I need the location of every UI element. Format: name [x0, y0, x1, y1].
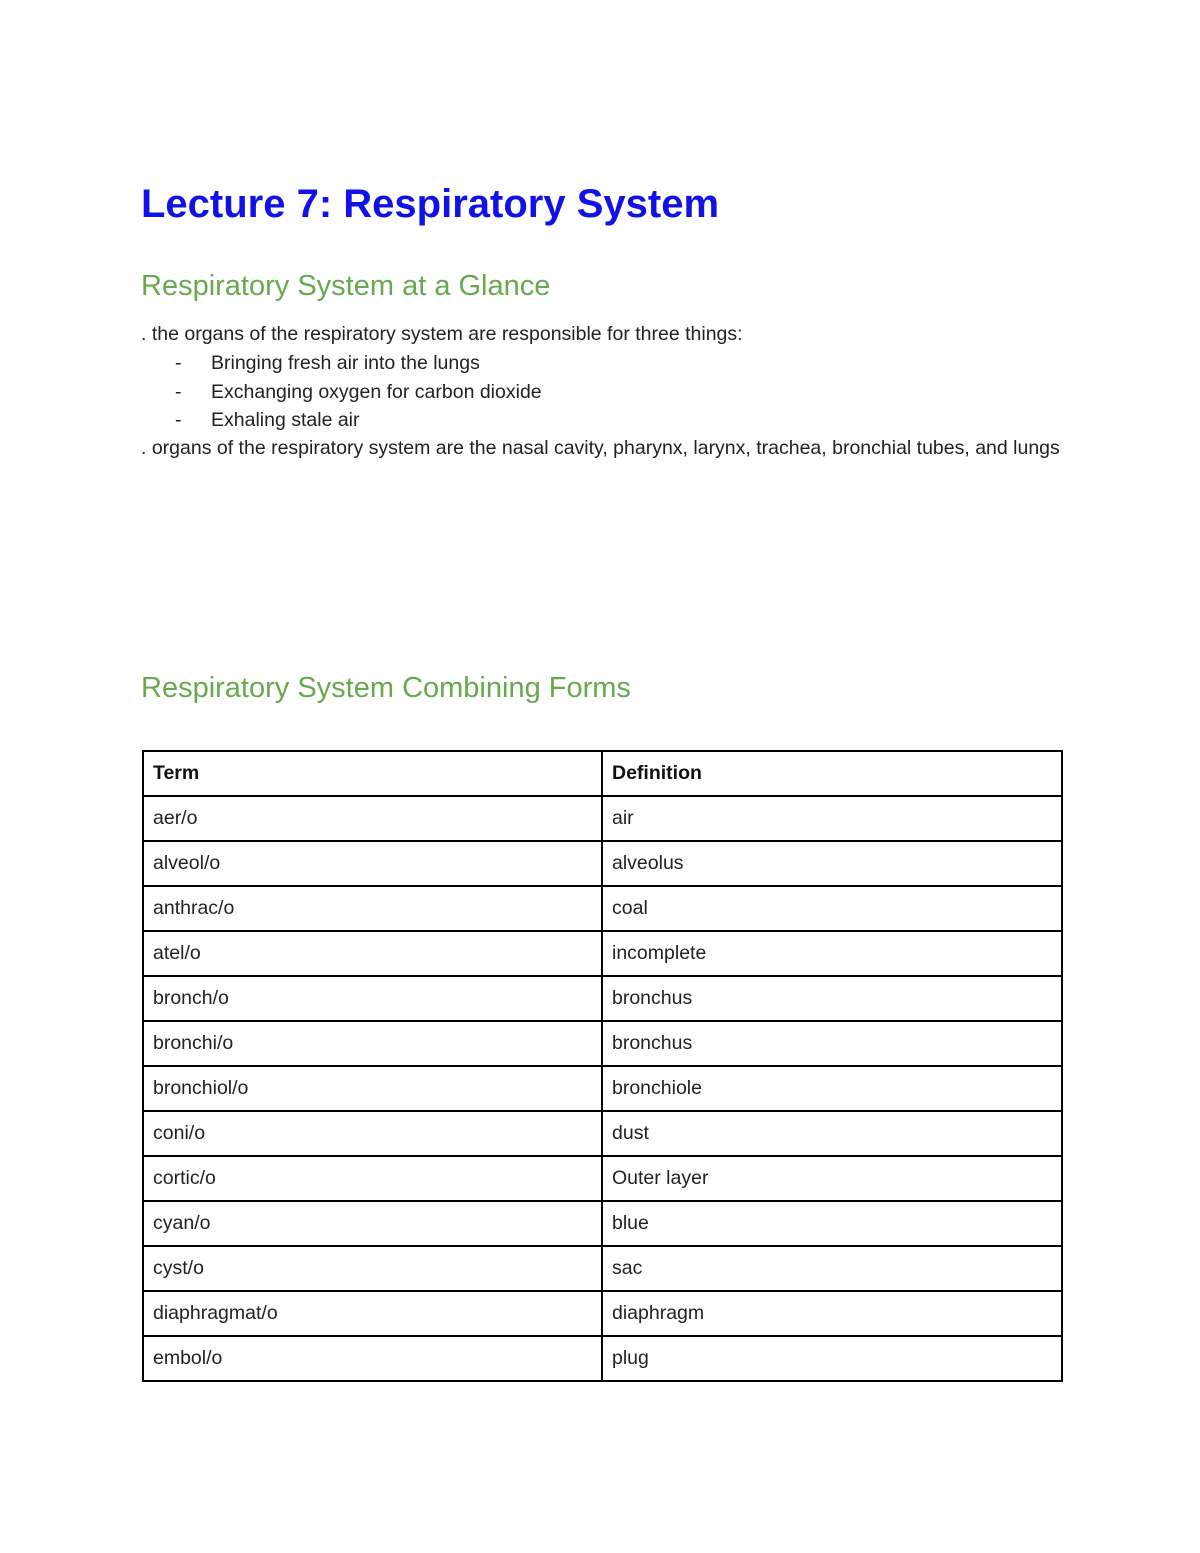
definition-cell: bronchus — [602, 976, 1062, 1021]
definition-cell: bronchus — [602, 1021, 1062, 1066]
responsibilities-list — [141, 349, 542, 435]
page-title: Lecture 7: Respiratory System — [141, 182, 720, 226]
term-cell: atel/o — [143, 931, 602, 976]
header-definition: Definition — [602, 751, 1062, 796]
definition-cell: air — [602, 796, 1062, 841]
organs-paragraph: . organs of the respiratory system are the nasal cavity, pharynx, larynx, trachea, bronchial tubes, and lungs — [141, 437, 1060, 459]
header-term: Term — [143, 751, 602, 796]
definition-cell: dust — [602, 1111, 1062, 1156]
dash-bullet: - — [175, 409, 182, 431]
definition-cell: blue — [602, 1201, 1062, 1246]
term-cell: aer/o — [143, 796, 602, 841]
table-row — [143, 1201, 1062, 1246]
section-heading-glance: Respiratory System at a Glance — [141, 270, 551, 302]
term-cell: diaphragmat/o — [143, 1291, 602, 1336]
table-row — [143, 841, 1062, 886]
table-row — [143, 1021, 1062, 1066]
definition-cell: alveolus — [602, 841, 1062, 886]
table-header-row — [143, 751, 1062, 796]
list-item-text: Bringing fresh air into the lungs — [211, 352, 480, 374]
list-item — [141, 349, 542, 378]
definition-cell: coal — [602, 886, 1062, 931]
intro-paragraph: . the organs of the respiratory system are responsible for three things: — [141, 323, 743, 345]
table-row — [143, 1336, 1062, 1381]
table-row — [143, 976, 1062, 1021]
term-cell: bronchi/o — [143, 1021, 602, 1066]
term-cell: cortic/o — [143, 1156, 602, 1201]
definition-cell: Outer layer — [602, 1156, 1062, 1201]
table-row — [143, 1066, 1062, 1111]
term-cell: cyst/o — [143, 1246, 602, 1291]
table-row — [143, 796, 1062, 841]
definition-cell: diaphragm — [602, 1291, 1062, 1336]
section-heading-combining-forms: Respiratory System Combining Forms — [141, 672, 631, 704]
combining-forms-table — [142, 750, 1063, 1382]
list-item-text: Exhaling stale air — [211, 409, 360, 431]
table-row — [143, 1246, 1062, 1291]
term-cell: bronchiol/o — [143, 1066, 602, 1111]
term-cell: coni/o — [143, 1111, 602, 1156]
table-row — [143, 1156, 1062, 1201]
term-cell: bronch/o — [143, 976, 602, 1021]
definition-cell: bronchiole — [602, 1066, 1062, 1111]
table-row — [143, 1111, 1062, 1156]
list-item-text: Exchanging oxygen for carbon dioxide — [211, 380, 542, 403]
definition-cell: incomplete — [602, 931, 1062, 976]
term-cell: anthrac/o — [143, 886, 602, 931]
table-row — [143, 931, 1062, 976]
dash-bullet: - — [175, 352, 182, 374]
term-cell: cyan/o — [143, 1201, 602, 1246]
list-item — [141, 378, 542, 407]
table-row — [143, 886, 1062, 931]
list-item — [141, 406, 542, 435]
definition-cell: sac — [602, 1246, 1062, 1291]
dash-bullet: - — [175, 380, 182, 403]
term-cell: alveol/o — [143, 841, 602, 886]
term-cell: embol/o — [143, 1336, 602, 1381]
definition-cell: plug — [602, 1336, 1062, 1381]
table-row — [143, 1291, 1062, 1336]
